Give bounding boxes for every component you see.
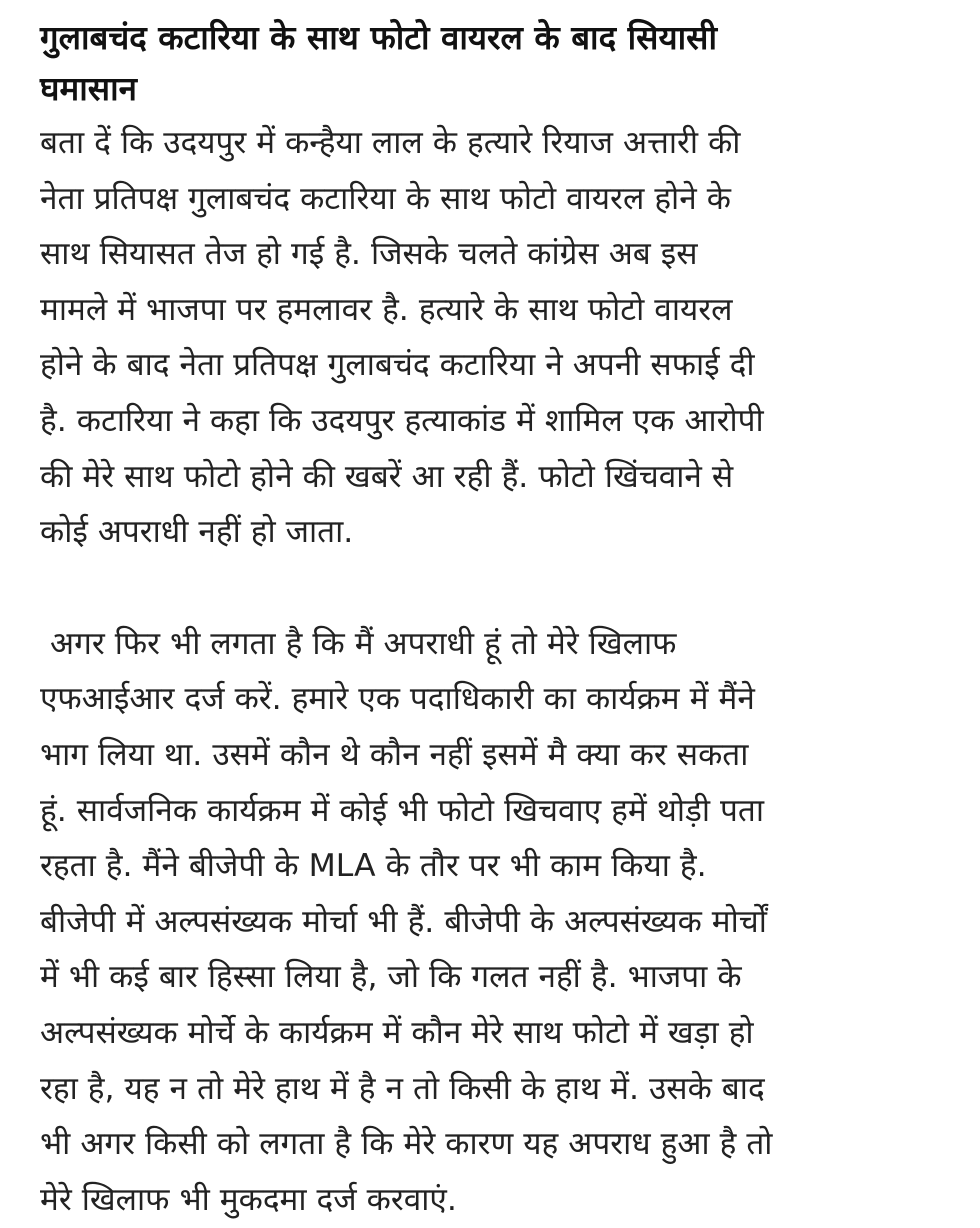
paragraph-line: होने के बाद नेता प्रतिपक्ष गुलाबचंद कटारिया ने अपनी सफाई दी	[40, 347, 755, 384]
paragraph-line: अल्पसंख्यक मोर्चे के कार्यक्रम में कौन मेरे साथ फोटो में खड़ा हो	[40, 1014, 754, 1051]
paragraph-line: की मेरे साथ फोटो होने की खबरें आ रही हैं. फोटो खिंचवाने से	[40, 458, 734, 495]
article-body	[40, 12, 960, 1228]
paragraph-line: मामले में भाजपा पर हमलावर है. हत्यारे के साथ फोटो वायरल	[40, 291, 733, 328]
article-paragraph-2	[40, 617, 960, 1228]
headline-line: घमासान	[40, 69, 137, 108]
paragraph-line: है. कटारिया ने कहा कि उदयपुर हत्याकांड में शामिल एक आरोपी	[40, 402, 764, 439]
paragraph-line: रहता है. मैंने बीजेपी के MLA के तौर पर भी काम किया है.	[40, 848, 707, 885]
paragraph-line: साथ सियासत तेज हो गई है. जिसके चलते कांग्रेस अब इस	[40, 236, 698, 273]
paragraph-line: मेरे खिलाफ भी मुकदमा दर्ज करवाएं.	[40, 1181, 457, 1218]
paragraph-line: अगर फिर भी लगता है कि मैं अपराधी हूं तो मेरे खिलाफ	[40, 625, 677, 662]
paragraph-line: बीजेपी में अल्पसंख्यक मोर्चा भी हैं. बीजेपी के अल्पसंख्यक मोर्चों	[40, 903, 767, 940]
article-paragraph-1	[40, 116, 960, 561]
paragraph-line: कोई अपराधी नहीं हो जाता.	[40, 514, 354, 551]
paragraph-line: रहा है, यह न तो मेरे हाथ में है न तो किसी के हाथ में. उसके बाद	[40, 1070, 765, 1107]
article-headline	[40, 12, 960, 114]
paragraph-line: भाग लिया था. उसमें कौन थे कौन नहीं इसमें मै क्या कर सकता	[40, 736, 749, 773]
headline-line: गुलाबचंद कटारिया के साथ फोटो वायरल के बाद सियासी	[40, 18, 717, 57]
paragraph-line: हूं. सार्वजनिक कार्यक्रम में कोई भी फोटो खिचवाए हमें थोड़ी पता	[40, 792, 765, 829]
paragraph-line: नेता प्रतिपक्ष गुलाबचंद कटारिया के साथ फोटो वायरल होने के	[40, 180, 731, 217]
paragraph-line: बता दें कि उदयपुर में कन्हैया लाल के हत्यारे रियाज अत्तारी की	[40, 125, 741, 161]
paragraph-line: में भी कई बार हिस्सा लिया है, जो कि गलत नहीं है. भाजपा के	[40, 959, 742, 996]
paragraph-line: भी अगर किसी को लगता है कि मेरे कारण यह अपराध हुआ है तो	[40, 1126, 773, 1163]
paragraph-line: एफआईआर दर्ज करें. हमारे एक पदाधिकारी का कार्यक्रम में मैंने	[40, 681, 755, 718]
